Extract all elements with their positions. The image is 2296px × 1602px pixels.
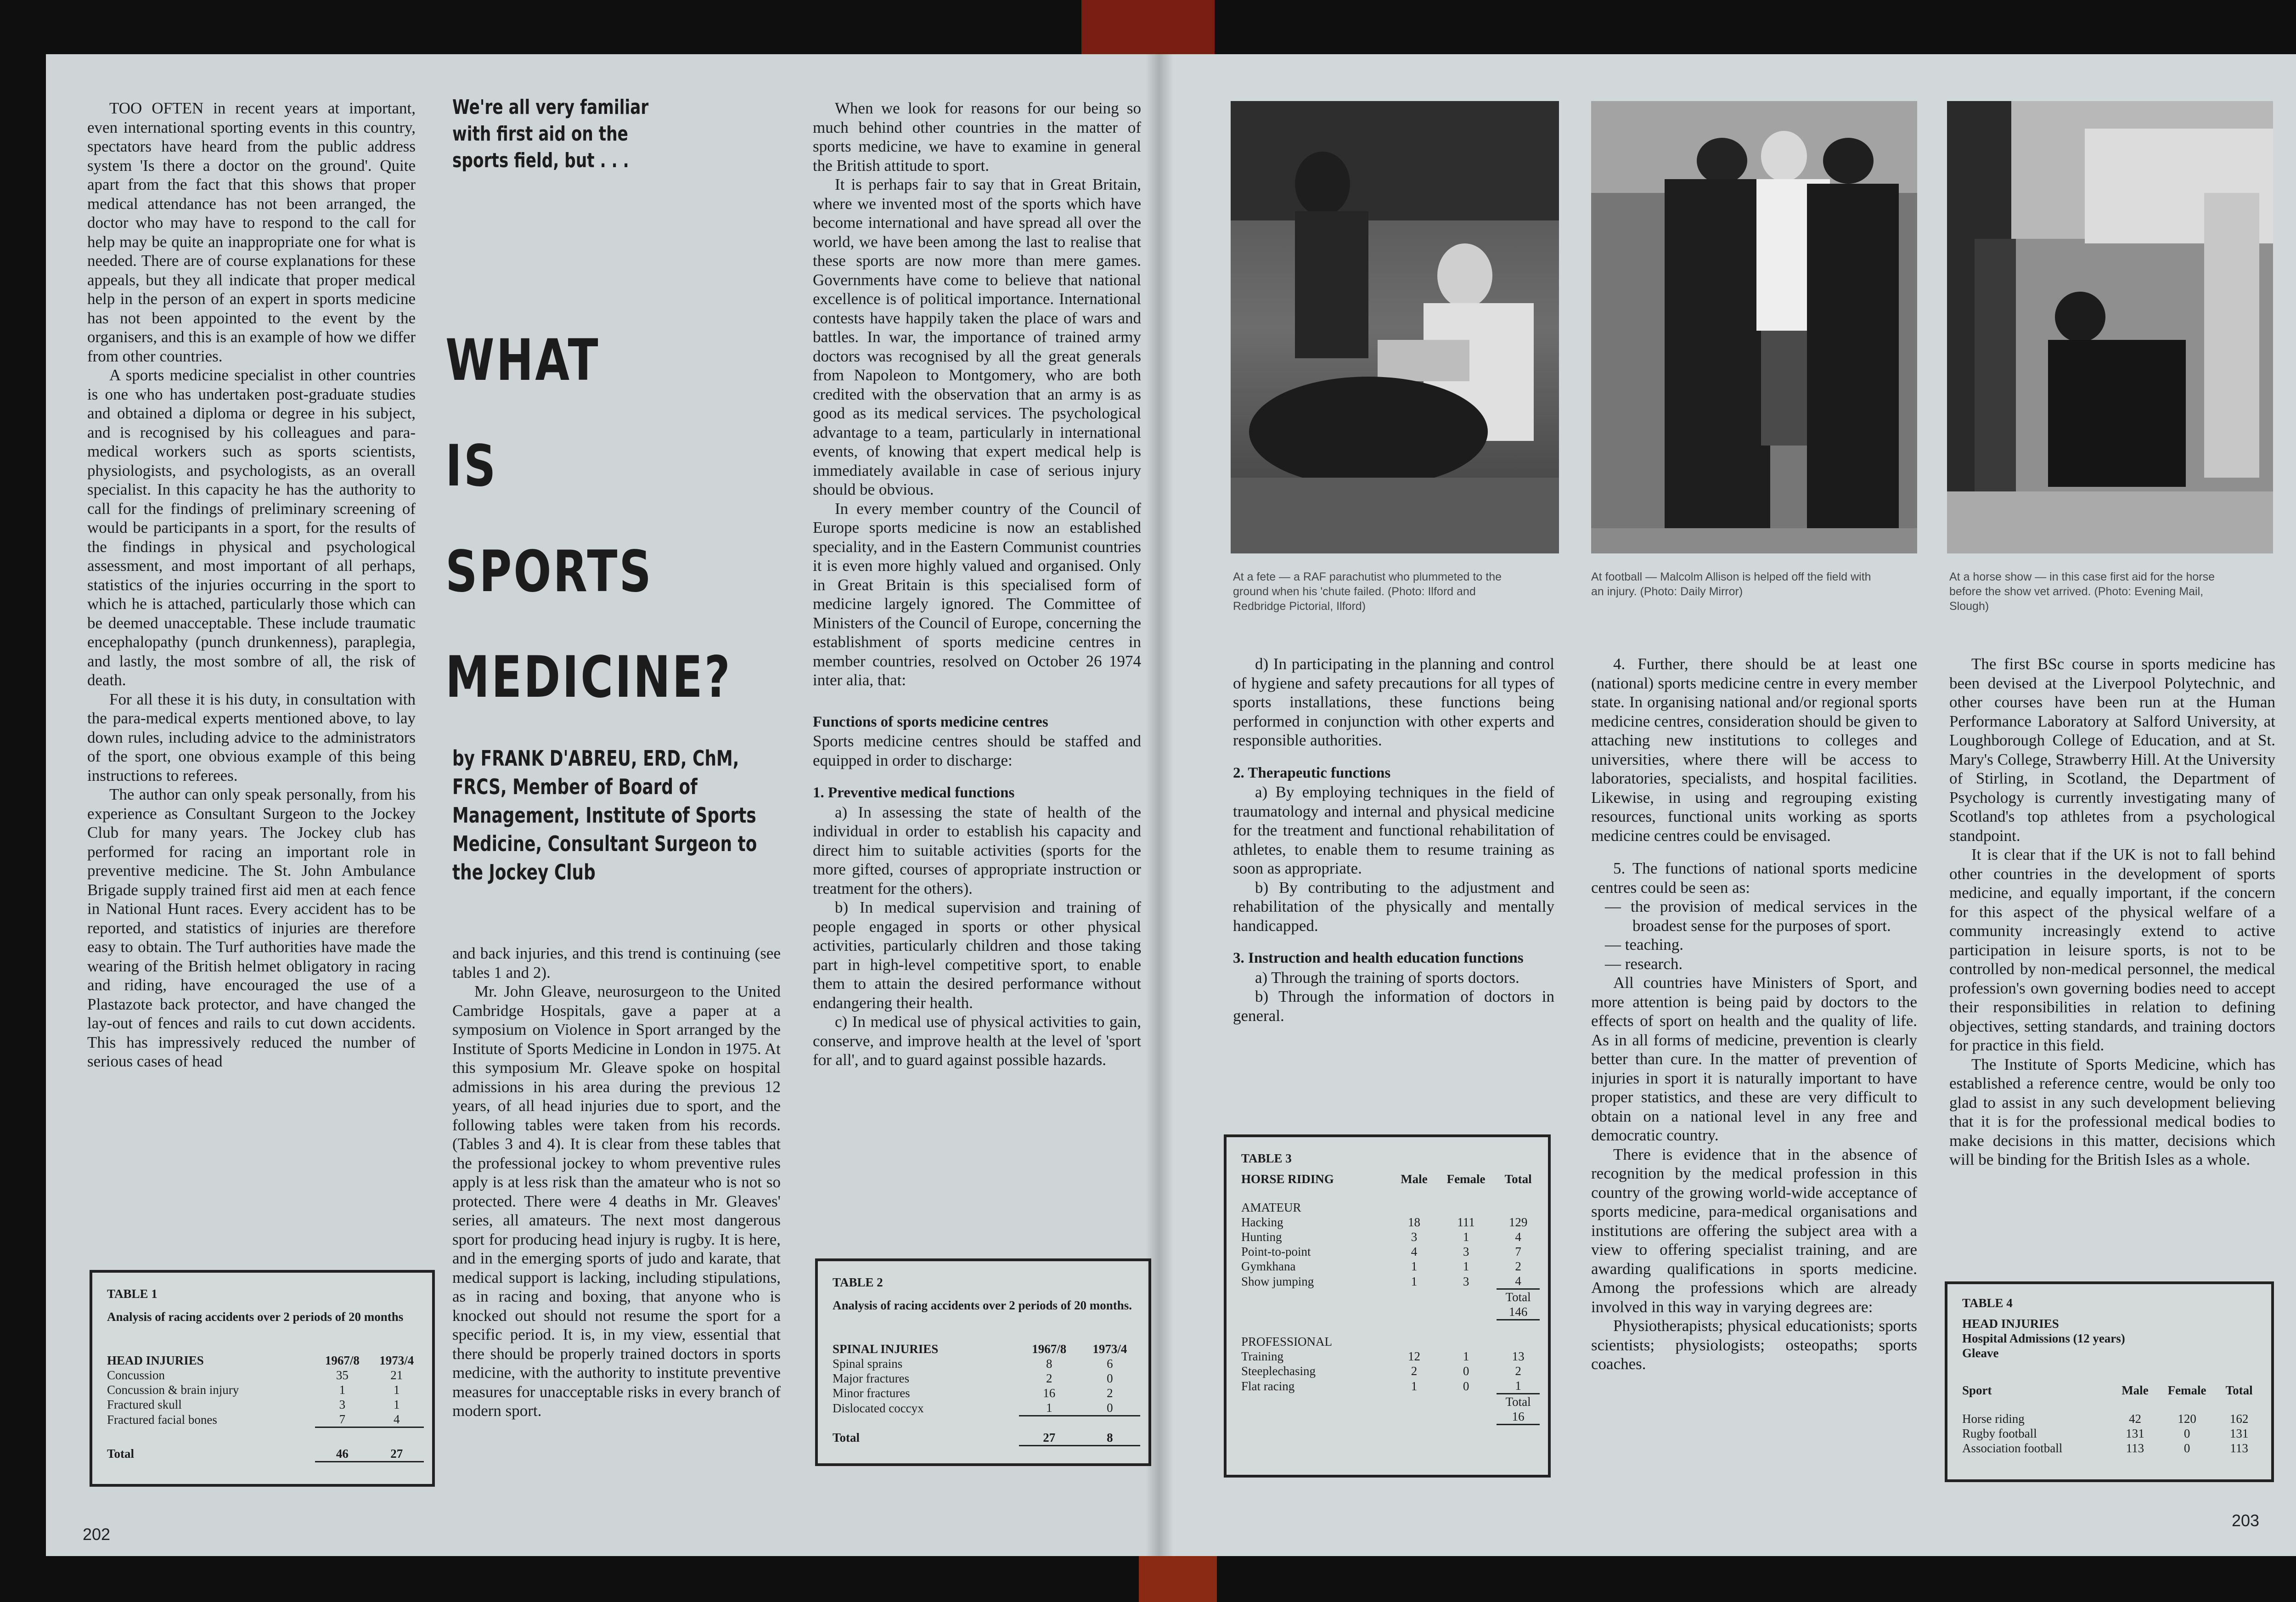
paragraph: Mr. John Gleave, neurosurgeon to the United Cambridge Hospitals, gave a paper at a symposium on Violence in Sport arranged by the Institute of Sports Medicine in London in 1975. At this symposium Mr. Gleave spoke on hospital admissions in his area during the previous 12 years, of all head injuries due to sport, and the following tables were taken from his records. (Tables 3 and 4). It is clear from these tables that the professional jockey to whom preventive rules apply is at less risk than the amateur who is not so protected. There were 4 deaths in Mr. Gleaves' series, all amateurs. The next most dangerous sport for producing head injury is rugby. It is here, and in the emerging sports of judo and karate, that medical support is lacking, including stipulations, as in racing and boxing, that anyone who is knocked out should not resume the sport for a specific period. It is, in my view, essential that there should be properly trained doctors in sports medicine, with the authority to institute preventive measures for unacceptable risks in every branch of modern sport. [452,982,781,1420]
cell: 1 [1411,1259,1418,1273]
table-header [833,1342,1140,1356]
cell: Show jumping [1241,1274,1314,1288]
cell: 4 [1515,1274,1521,1288]
table-4-grid [1962,1383,2261,1455]
table-row [107,1397,424,1412]
cell: 3 [1463,1245,1469,1258]
header-cell: Female [1446,1172,1486,1186]
cell: 4 [1411,1245,1418,1258]
cell: 120 [2178,1412,2196,1426]
subtotal-row [1241,1289,1540,1305]
cell: 2 [1411,1364,1418,1378]
headline-line: WHAT [445,327,600,394]
binding-tab-top [1081,0,1215,54]
spine-shadow [1146,54,1173,1556]
paragraph: a) In assessing the state of health of the individual in order to establish his capacity and direct him to suitable activities (sports for the more gifted, courses of appropriate instruction or treatment for the others). [813,803,1141,897]
subtotal-value: 16 [1497,1409,1540,1425]
paragraph: and back injuries, and this trend is continuing (see tables 1 and 2). [452,944,781,982]
paragraph: There is evidence that in the absence of recognition by the medical profession in this country of the growing world-wide acceptance of sports medicine, para-medical organisations and institutions are offering the subject area with a view to offering specialist training, and are awarding qualifications in sports medicine. Among the professions which are already involved in this way in varying degrees are: [1591,1145,1917,1316]
cell: 162 [2229,1412,2249,1426]
cell: 0 [1107,1401,1113,1415]
cell: 3 [339,1398,346,1411]
table-row [1962,1426,2261,1441]
header-cell: HORSE RIDING [1241,1172,1334,1186]
table-row [1241,1259,1540,1274]
cell: 4 [394,1412,400,1426]
cell: 1 [1515,1379,1521,1393]
table-header [107,1353,424,1368]
cell: 16 [1043,1386,1056,1400]
cell: 1 [394,1383,400,1397]
cell: 1 [1463,1230,1469,1244]
header-cell: SPINAL INJURIES [833,1342,939,1356]
paragraph: In every member country of the Council of Europe sports medicine is now an established speciality, and in the Eastern Communist countries it is even more highly valued and organised. Only in Great Britain is this specialised form of medicine largely ignored. The Committee of Ministers of the Council of Europe, concerning the establishment of sports medicine centres in member countries, resolved on October 26 1974 inter alia, that: [813,499,1141,689]
cell: Association football [1962,1441,2063,1455]
cell: Minor fractures [833,1386,910,1400]
table-subtitle: HEAD INJURIES [1962,1317,2059,1331]
cell: 35 [336,1368,349,1382]
table-title: TABLE 4 [1962,1296,2013,1310]
table-row [107,1368,424,1382]
right-col-2 [1591,654,1917,1374]
paragraph: When we look for reasons for our being so much behind other countries in the matter of sports medicine, we have to examine in general the British attitude to sport. [813,99,1141,175]
paragraph: b) By contributing to the adjustment and rehabilitation of the physically and mentally handicapped. [1233,878,1554,935]
paragraph: For all these it is his duty, in consultation with the para-medical experts mentioned above, to lay down rules, including advice to the administrators of the sport, one obvious example of this being instructions to referees. [87,690,416,784]
header-cell: Female [2167,1383,2206,1397]
paragraph: 4. Further, there should be at least one (national) sports medicine centre in every member state. In organising national and/or regional sports medicine centres, consideration should be given to attaching new institutions to colleges and universities, where there will be access to laboratories, specialists, and hospital facilities. Likewise, in using and regrouping existing resources, functional units working as sports medicine centres could be envisaged. [1591,655,1917,845]
photo-image [1947,101,2273,553]
cell: 131 [2229,1427,2249,1440]
paragraph: a) By employing techniques in the field of traumatology and internal and physical medicine for the treatment and functional rehabilitation of athletes, to enable them to resume training as soon as appropriate. [1233,783,1554,877]
paragraph: It is clear that if the UK is not to fall behind other countries in the development of sports medicine, and equally important, if the concern for this aspect of the physical welfare of a community increasingly extend to active participation in leisure sports, is not to be controlled by non-medical personnel, the medical profession's own governing bodies need to accept their responsibilities in relation to defining objectives, setting standards, and training doctors for practice in this field. [1949,846,2275,1054]
cell: 2 [1107,1386,1113,1400]
cell: 129 [1508,1215,1528,1229]
subtotal-row [1241,1409,1540,1425]
header-cell: 1973/4 [1092,1342,1127,1356]
header-cell: Sport [1962,1383,1992,1397]
photo-caption: At a horse show — in this case first aid for the horse before the show vet arrived. (Photo: Evening Mail, Slough) [1949,570,2215,613]
cell: 1 [1463,1259,1469,1273]
table-subtitle: Gleave [1962,1346,1999,1360]
cell: Concussion [107,1368,165,1382]
section-heading: 1. Preventive medical functions [813,784,1015,801]
table-row [1241,1378,1540,1394]
article-subhead: We're all very familiar with first aid on the sports field, but . . . [452,96,649,172]
table-row [833,1400,1140,1416]
header-cell: HEAD INJURIES [107,1354,204,1367]
paragraph: All countries have Ministers of Sport, and more attention is being paid by doctors to the effects of sport on health and the quality of life. As in all forms of medicine, prevention is clearly better than cure. In the matter of prevention of injuries in sport it is naturally important to have proper statistics, and these are very difficult to obtain on a national level in any free and democratic country. [1591,974,1917,1144]
header-cell: 1967/8 [325,1354,360,1367]
cell: Major fractures [833,1371,910,1385]
cell: Fractured skull [107,1398,182,1411]
cell: Gymkhana [1241,1259,1296,1273]
cell: 7 [339,1412,346,1426]
header-cell: Total [2225,1383,2253,1397]
table-total-row [833,1416,1140,1446]
table-3-grid [1241,1172,1540,1425]
cell: 0 [2183,1427,2190,1440]
cell: 1 [1411,1274,1418,1288]
left-col-1 [87,99,416,1071]
paragraph: The Institute of Sports Medicine, which has established a reference centre, would be only too glad to assist in any such development believing that it is for the professional medical bodies to make decisions in this matter, decisions which will be binding for the British Isles as a whole. [1949,1055,2275,1168]
photo-caption: At football — Malcolm Allison is helped off the field with an injury. (Photo: Daily Mirror) [1591,570,1871,598]
section-heading: 3. Instruction and health education functions [1233,950,1524,966]
group-label-row [1241,1320,1540,1349]
paragraph: d) In participating in the planning and control of hygiene and safety precautions for all types of sports installations, these functions being performed in conjunction with other experts and responsible authorities. [1233,655,1554,749]
paragraph: c) In medical use of physical activities to gain, conserve, and improve health at the level of 'sport for all', and to guard against possible hazards. [813,1013,1141,1069]
photo-image [1591,101,1917,553]
paragraph: It is perhaps fair to say that in Great Britain, where we invented most of the sports which have become international and have spread all over the world, we have been among the last to realise that these sports are now more than mere games. Governments have come to believe that national excellence is of political importance. International contests have happily taken the place of wars and battles. In war, the importance of trained army doctors was recognised by all the great generals from Napoleon to Montgomery, who are both credited with the observation that an army is as good as its medical services. The psychological advantage to a team, particularly in international events, of knowing that expert medical help is immediately available in case of serious injury should be obvious. [813,175,1141,498]
table-2-grid [833,1342,1140,1446]
table-subtitle: Analysis of racing accidents over 2 periods of 20 months. [833,1298,1132,1312]
cell: Steeplechasing [1241,1364,1316,1378]
cell: Hunting [1241,1230,1282,1244]
cell: 21 [390,1368,403,1382]
table-row [107,1412,424,1427]
cell: 8 [1080,1416,1140,1446]
paragraph: Physiotherapists; physical educationists; sports scientists; physiologists; osteopaths; sports coaches. [1591,1317,1917,1373]
page-number: 203 [2232,1511,2260,1530]
cell: 1 [1463,1349,1469,1363]
cell: 2 [1046,1371,1052,1385]
cell: 0 [2183,1441,2190,1455]
section-heading: 2. Therapeutic functions [1233,764,1391,781]
cell: 0 [1107,1371,1113,1385]
table-3 [1224,1134,1551,1478]
table-title: TABLE 2 [833,1275,883,1289]
cell: 27 [1019,1416,1080,1446]
table-row [833,1371,1140,1386]
table-row [1241,1230,1540,1244]
cell: Horse riding [1962,1412,2025,1426]
photo-football [1591,101,1917,553]
headline-line: MEDICINE? [445,644,732,711]
table-row [1241,1215,1540,1230]
group-label-row [1241,1186,1540,1215]
cell: 46 [315,1427,369,1462]
table-1 [90,1270,435,1487]
cell: Flat racing [1241,1379,1295,1393]
cell: Dislocated coccyx [833,1401,924,1415]
photo-image [1231,101,1559,553]
paragraph: The first BSc course in sports medicine has been devised at the Liverpool Polytechnic, and other courses have been run at the Human Performance Laboratory at Salford University, at Loughborough College of Education, and at St. Mary's College, Strawberry Hill. At the University of Stirling, in Scotland, the Department of Psychology is currently investigating many of Scotland's top athletes from a psychological standpoint. [1949,655,2275,845]
left-col-2 [452,944,781,1421]
list-item: — teaching. [1605,936,1684,953]
photo-caption: At a fete — a RAF parachutist who plummeted to the ground when his 'chute failed. (Photo: Ilford and Redbridge Pictorial, Ilford) [1233,570,1502,613]
cell: Fractured facial bones [107,1412,217,1427]
headline-line: SPORTS [445,539,653,605]
cell: 3 [1463,1274,1469,1288]
cell: 4 [1515,1230,1521,1244]
cell: Total [107,1447,135,1461]
left-col-3 [813,99,1141,1070]
table-subtitle: Hospital Admissions (12 years) [1962,1331,2125,1345]
paragraph: A sports medicine specialist in other countries is one who has undertaken post-graduate studies and obtained a diploma or degree in his subject, and is recognised by his colleagues and para-medical workers such as sports scientists, physiologists, and psychologists, as an overall specialist. In this capacity he has the authority to call for the findings of preliminary screening of would be participants in a sport, for the results of the findings in physical and psychological assessment, and most important of all perhaps, statistics of the injuries occurring in the sport to which he is attached, particularly those which can be deemed unacceptable. These include traumatic encephalopathy (punch drunkenness), paraplegia, and lastly, the most sombre of all, the risk of death. [87,366,416,689]
right-col-1 [1233,654,1554,1025]
subtotal-label: Total [1497,1394,1540,1410]
cell: 27 [370,1427,424,1462]
group-label: PROFESSIONAL [1241,1335,1333,1348]
cell: 0 [1463,1379,1469,1393]
article-headline [445,308,768,730]
table-row [833,1386,1140,1400]
headline-line: IS [445,433,498,499]
page-number: 202 [83,1525,111,1544]
header-cell: Male [1401,1172,1428,1186]
cell: 3 [1411,1230,1418,1244]
cell: 1 [1046,1401,1052,1415]
paragraph: Sports medicine centres should be staffed and equipped in order to discharge: [813,732,1141,769]
table-row [107,1382,424,1397]
table-2 [815,1258,1151,1466]
cell: 1 [394,1398,400,1411]
functions-list [1591,897,1917,973]
table-header [1241,1172,1540,1186]
list-item: — research. [1605,954,1683,973]
table-row [1962,1411,2261,1426]
right-col-3 [1949,654,2275,1169]
table-title: TABLE 3 [1241,1151,1292,1165]
table-row [1241,1349,1540,1364]
cell: Concussion & brain injury [107,1383,239,1397]
table-row [833,1356,1140,1371]
header-cell: Total [1504,1172,1532,1186]
group-label: AMATEUR [1241,1201,1301,1214]
paragraph: b) In medical supervision and training of people engaged in sports or other physical activities, particularly children and those taking part in high-level competitive sport, to enable them to attain the desired performance without endangering their health. [813,898,1141,1012]
paragraph: b) Through the information of doctors in general. [1233,987,1554,1025]
cell: Total [833,1431,860,1444]
paragraph: 5. The functions of national sports medicine centres could be seen as: [1591,859,1917,897]
cell: 42 [2128,1412,2141,1426]
table-4 [1945,1281,2274,1482]
cell: 113 [2230,1441,2248,1455]
paragraph: TOO OFTEN in recent years at important, even international sporting events in this country, spectators have heard from the public address system 'Is there a doctor on the ground'. Quite apart from the fact that this shows that proper medical attendance has not been arranged, the doctor who may have to respond to the call for help may be quite an inappropriate one for what is needed. There are of course explanations for these appeals, but they all indicate that proper medical help in the person of an expert in sports medicine has not been appointed to the event by the organisers, and this is an example of how we differ from other countries. [87,99,416,365]
cell: 2 [1515,1364,1521,1378]
header-cell: 1973/4 [379,1354,414,1367]
cell: Point-to-point [1241,1245,1311,1258]
table-row [1241,1364,1540,1378]
table-row [1962,1441,2261,1455]
table-1-grid [107,1353,424,1462]
subtotal-row [1241,1394,1540,1410]
cell: 7 [1515,1245,1521,1258]
cell: 6 [1107,1357,1113,1371]
cell: Hacking [1241,1215,1283,1229]
cell: Spinal sprains [833,1357,903,1371]
table-row [1241,1244,1540,1259]
header-cell: 1967/8 [1032,1342,1067,1356]
header-cell: Male [2122,1383,2149,1397]
subtotal-label: Total [1497,1289,1540,1305]
photo-horse-show [1947,101,2273,553]
photo-parachutist [1231,101,1559,553]
paragraph: The author can only speak personally, from his experience as Consultant Surgeon to the Jockey Club for many years. The Jockey club has performed for racing an important role in preventive medicine. The St. John Ambulance Brigade supply trained first aid men at each fence in National Hunt races. Every accident has to be reported, and statistics of injuries are therefore easy to obtain. The Turf authorities have made the wearing of the British helmet obligatory in racing and riding, have encouraged the use of a Plastazote back protector, and have changed the lay-out of fences and rails to cut down accidents. This has impressively reduced the number of serious cases of head [87,785,416,1070]
cell: 8 [1046,1357,1052,1371]
cell: 12 [1407,1349,1420,1363]
cell: 111 [1457,1215,1475,1229]
cell: 113 [2126,1441,2144,1455]
subtotal-value: 146 [1497,1304,1540,1320]
binding-tab-bottom [1139,1556,1217,1602]
table-subtitle: Analysis of racing accidents over 2 periods of 20 months [107,1310,404,1324]
cell: 0 [1463,1364,1469,1378]
cell: 1 [1411,1379,1418,1393]
list-item: — the provision of medical services in the broadest sense for the purposes of sport. [1605,897,1917,935]
cell: Rugby football [1962,1427,2037,1440]
table-title: TABLE 1 [107,1287,158,1301]
cell: 18 [1407,1215,1420,1229]
author-byline: by FRANK D'ABREU, ERD, ChM, FRCS, Member of Board of Management, Institute of Sports Medicine, Consultant Surgeon to the Jockey Club [452,746,757,885]
cell: Training [1241,1349,1284,1363]
paragraph: a) Through the training of sports doctors. [1255,968,1519,987]
section-heading: Functions of sports medicine centres [813,713,1048,730]
cell: 13 [1512,1349,1525,1363]
cell: 1 [339,1383,346,1397]
cell: 2 [1515,1259,1521,1273]
subtotal-row [1241,1304,1540,1320]
table-total-row [107,1427,424,1462]
cell: 131 [2126,1427,2144,1440]
table-header [1962,1383,2261,1411]
table-row [1241,1274,1540,1289]
